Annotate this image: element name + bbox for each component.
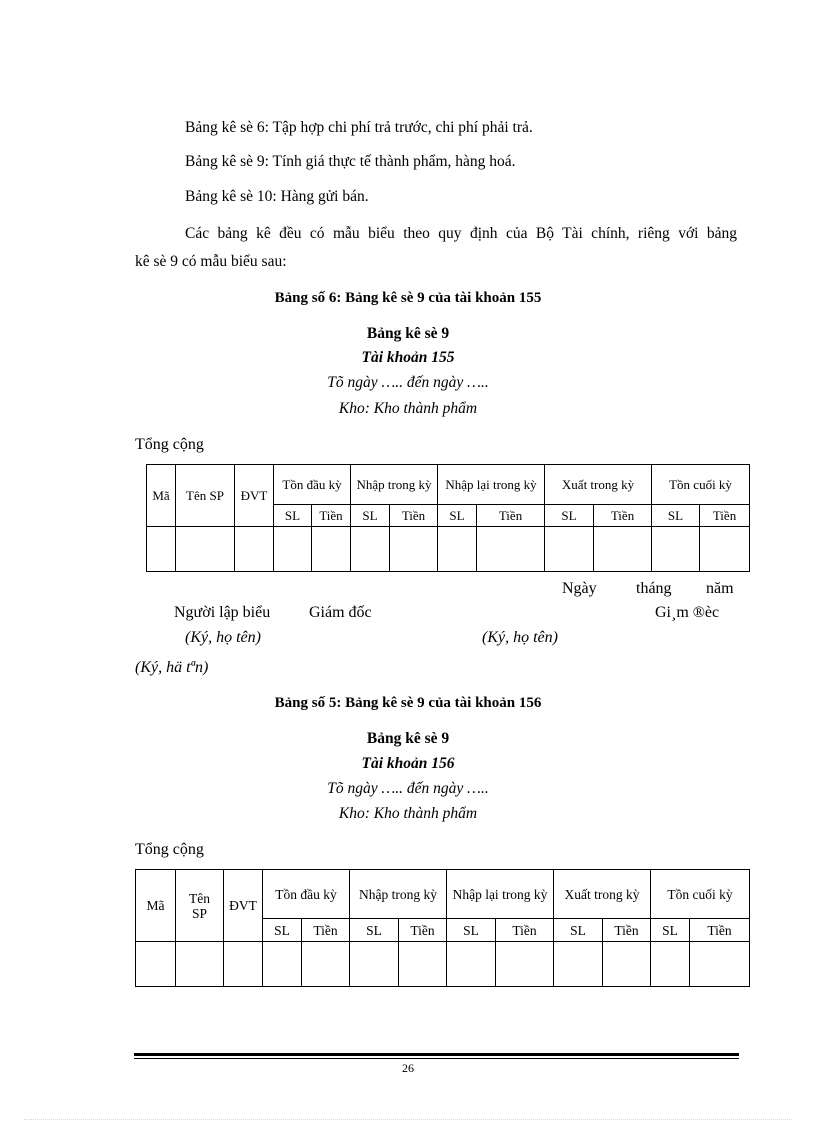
register-table-155	[146, 464, 750, 572]
sign-note-left: (Ký, họ tên)	[185, 629, 261, 646]
register-title-156: Bảng kê sè 9	[366, 730, 450, 747]
header-ton-cuoi: Tồn cuối kỳ	[651, 870, 750, 919]
header-tien: Tiền	[496, 919, 554, 942]
header-sl: SL	[438, 505, 477, 527]
header-ten-sp: Tên SP	[176, 870, 224, 942]
header-sl: SL	[263, 919, 302, 942]
header-tien: Tiền	[399, 919, 447, 942]
header-dvt: ĐVT	[235, 465, 274, 527]
header-sl: SL	[351, 505, 390, 527]
intro-line-2: Bảng kê sè 9: Tính giá thực tế thành phẩm, hàng hoá.	[185, 153, 516, 170]
header-ton-cuoi: Tồn cuối kỳ	[652, 465, 750, 505]
header-tien: Tiền	[477, 505, 545, 527]
page-number: 26	[402, 1061, 414, 1075]
header-sl: SL	[554, 919, 603, 942]
date-nam: năm	[706, 580, 734, 597]
header-ma: Mã	[136, 870, 176, 942]
header-tien: Tiền	[603, 919, 651, 942]
header-nhap: Nhập trong kỳ	[351, 465, 438, 505]
table-caption-156: Bảng số 5: Bảng kê sè 9 của tài khoản 156	[274, 695, 542, 711]
header-sl: SL	[652, 505, 700, 527]
header-ton-dau: Tồn đầu kỳ	[263, 870, 350, 919]
warehouse-155: Kho: Kho thành phẩm	[338, 400, 478, 417]
header-nhap-lai: Nhập lại trong kỳ	[447, 870, 554, 919]
page-bottom-edge	[24, 1119, 792, 1120]
header-tien: Tiền	[390, 505, 438, 527]
register-title-155: Bảng kê sè 9	[366, 325, 450, 342]
header-tien: Tiền	[312, 505, 351, 527]
footer-rule-thin	[134, 1058, 739, 1059]
footer-rule-thick	[134, 1053, 739, 1056]
period-155: Tõ ngày ….. đến ngày …..	[327, 374, 489, 391]
header-ten-sp: Tên SP	[176, 465, 235, 527]
header-nhap-lai: Nhập lại trong kỳ	[438, 465, 545, 505]
intro-line-3: Bảng kê sè 10: Hàng gửi bán.	[185, 188, 369, 205]
header-sl: SL	[545, 505, 594, 527]
header-tien: Tiền	[302, 919, 350, 942]
table-caption-155: Bảng số 6: Bảng kê sè 9 của tài khoản 155	[274, 290, 542, 306]
header-sl: SL	[350, 919, 399, 942]
header-tien: Tiền	[594, 505, 652, 527]
sign-note-garbled: (Ký, hä tªn)	[135, 659, 209, 676]
header-sl: SL	[651, 919, 690, 942]
register-table-156	[135, 869, 750, 987]
warehouse-156: Kho: Kho thành phẩm	[338, 805, 478, 822]
intro-line-5: kê sè 9 có mẫu biểu sau:	[135, 253, 287, 270]
intro-line-1: Bảng kê sè 6: Tập hợp chi phí trả trước, chi phí phải trả.	[185, 119, 533, 136]
header-ton-dau: Tồn đầu kỳ	[274, 465, 351, 505]
account-156: Tài khoản 156	[361, 755, 455, 772]
period-156: Tõ ngày ….. đến ngày …..	[327, 780, 489, 797]
total-label-155: Tổng cộng	[135, 436, 204, 453]
signer-director-garbled: Gi¸m ®èc	[655, 604, 720, 621]
header-nhap: Nhập trong kỳ	[350, 870, 447, 919]
sign-note-mid: (Ký, họ tên)	[482, 629, 558, 646]
signer-creator: Người lập biểu	[174, 604, 271, 621]
header-ma: Mã	[147, 465, 176, 527]
header-sl: SL	[447, 919, 496, 942]
header-dvt: ĐVT	[224, 870, 263, 942]
signer-director: Giám đốc	[309, 604, 372, 621]
table-row	[136, 942, 750, 987]
intro-line-4: Các bảng kê đều có mẫu biểu theo quy định của Bộ Tài chính, riêng với bảng	[185, 225, 737, 242]
header-xuat: Xuất trong kỳ	[554, 870, 651, 919]
header-tien: Tiền	[690, 919, 750, 942]
table-row	[147, 527, 750, 572]
account-155: Tài khoản 155	[361, 349, 455, 366]
date-ngay: Ngày	[562, 580, 597, 597]
header-tien: Tiền	[700, 505, 750, 527]
total-label-156: Tổng cộng	[135, 841, 204, 858]
date-thang: tháng	[636, 580, 672, 597]
header-xuat: Xuất trong kỳ	[545, 465, 652, 505]
header-sl: SL	[274, 505, 312, 527]
